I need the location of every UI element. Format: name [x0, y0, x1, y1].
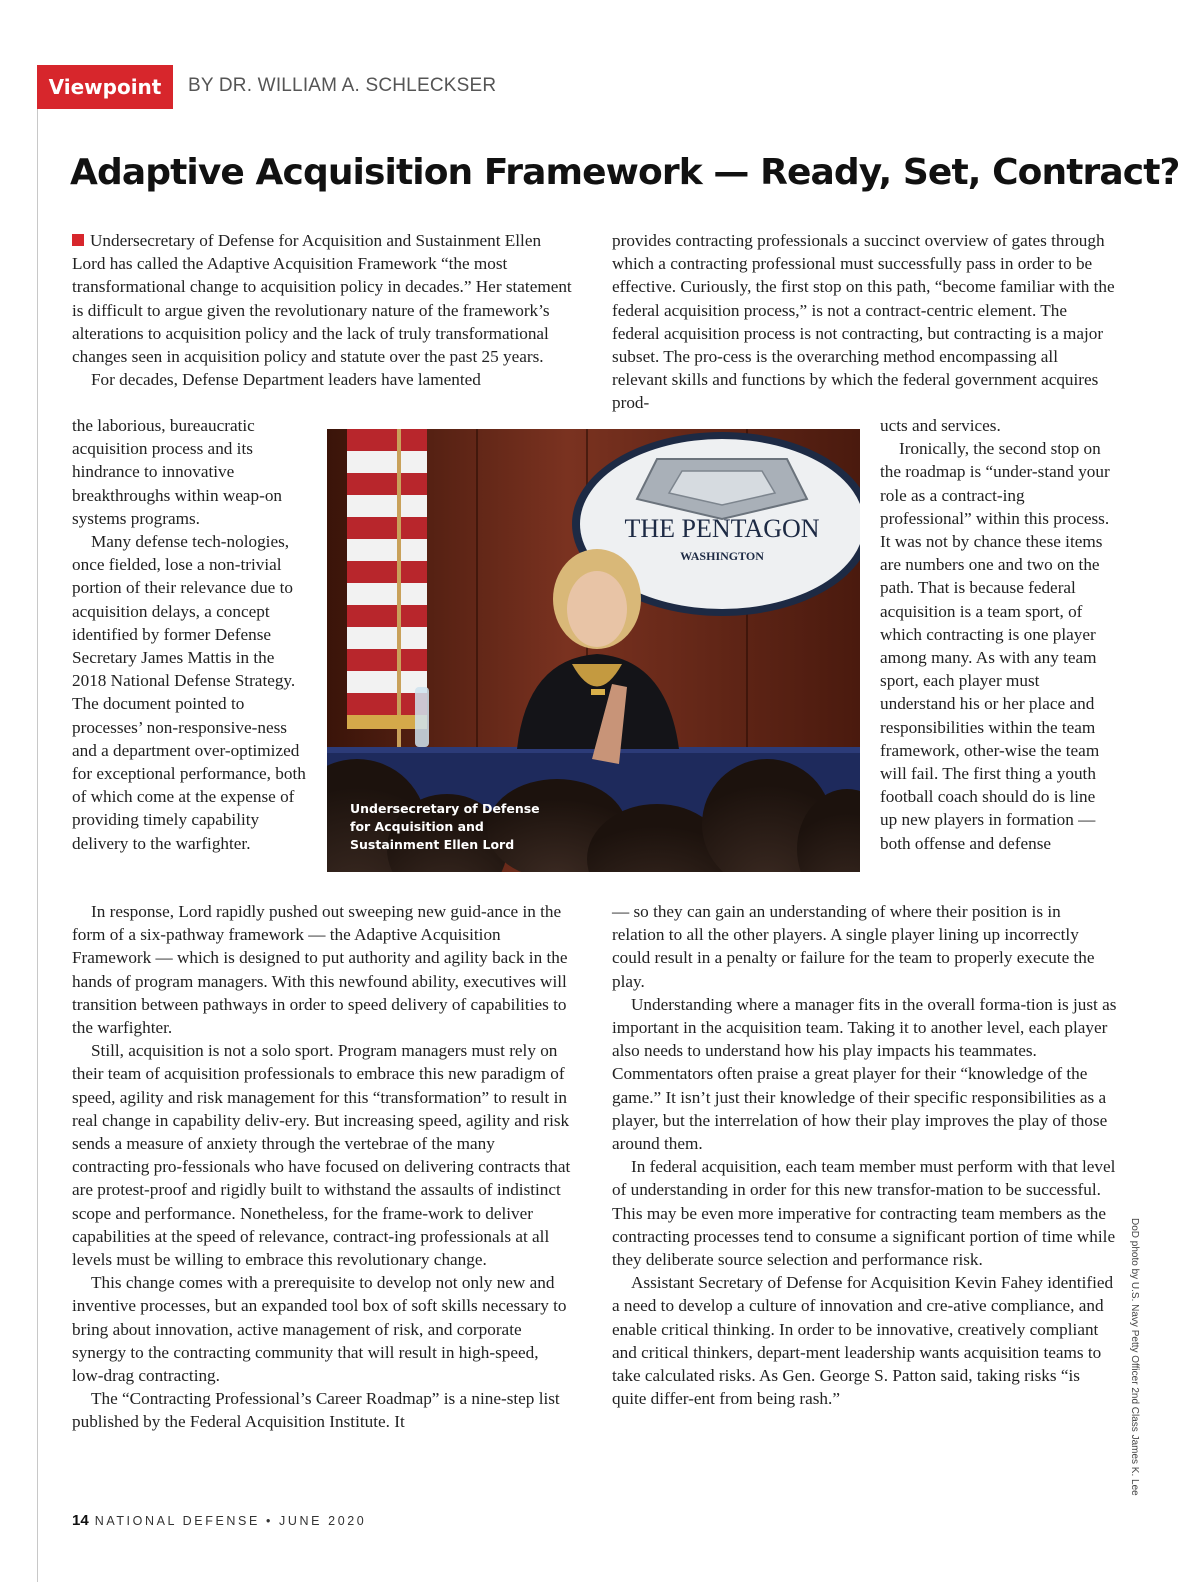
seal-title: THE PENTAGON — [624, 514, 820, 543]
paragraph: In federal acquisition, each team member must perform with that level of understanding in order for this new transfor-mation to be successful. This may be even more imperative for contracting team members as the contracting processes tend to consume a significant portion of time while they deliberate source selection and performance risk. — [612, 1157, 1116, 1270]
paragraph: Assistant Secretary of Defense for Acquisition Kevin Fahey identified a need to develop a culture of innovation and cre-ative compliance, and enable critical thinking. In order to be innovative, creatively compliant and critical thinkers, depart-ment leadership wants acquisition teams to take calculated risks. As Gen. George S. Patton said, taking risks “is quite differ-ent from being rash.” — [612, 1273, 1114, 1409]
seal-subtitle: WASHINGTON — [680, 549, 764, 563]
left-column-bottom — [72, 900, 572, 1434]
paragraph: Understanding where a manager fits in the overall forma-tion is just as important in the acquisition team. Taking it to another level, each player also needs to understand how his play impacts his teammates. Commentators often praise a great player for their “knowledge of the game.” It isn’t just their knowledge of their specific responsibilities as a player, but the interrelation of how their play improves the play of those around them. — [612, 994, 1117, 1154]
byline: BY DR. WILLIAM A. SCHLECKSER — [188, 75, 497, 96]
left-margin-rule — [37, 65, 38, 1582]
page-footer — [72, 1512, 366, 1529]
photo-caption: Undersecretary of Defense for Acquisition and Sustainment Ellen Lord — [350, 801, 540, 852]
right-column-top — [612, 229, 1117, 415]
paragraph: Still, acquisition is not a solo sport. Program managers must rely on their team of acquisition professionals to embrace this new paradigm of speed, agility and risk management for this “transformation” to result in real change in capability deliv-ery. But increasing speed, agility and risk sends a measure of anxiety through the vertebrae of the many contracting pro-fessionals who have focused on delivering contracts that are protest-proof and rigidly built to withstand the assaults of indistinct scope and performance. Nonetheless, for the frame-work to deliver capabilities at the speed of relevance, contract-ing professionals at all levels must be willing to embrace this revolutionary change. — [72, 1041, 571, 1270]
paragraph: In response, Lord rapidly pushed out sweeping new guid-ance in the form of a six-pathway framework — the Adaptive Acquisition Framework — which is designed to put authority and agility back in the hands of program managers. With this newfound ability, executives will transition between pathways in order to speed delivery of capabilities to the warfighter. — [72, 902, 568, 1038]
paragraph: This change comes with a prerequisite to develop not only new and inventive processes, but an expanded tool box of soft skills necessary to bring about innovation, active management of risk, and corporate synergy to the contracting community that will result in high-speed, low-drag contracting. — [72, 1273, 567, 1386]
paragraph: Many defense tech-nologies, once fielded, lose a non-trivial portion of their relevance due to acquisition delays, a concept identified by former Defense Secretary James Mattis in the 2018 National Defense Strategy. The document pointed to processes’ non-responsive-ness and a department over-optimized for exceptional performance, both of which come at the expense of providing timely capability delivery to the warfighter. — [72, 532, 306, 853]
paragraph: provides contracting professionals a succinct overview of gates through which a contracting professional must successfully pass in order to be effective. Curiously, the first stop on this path, “become familiar with the federal acquisition process,” is not a contract-centric element. The federal acquisition process is not contracting, but contracting is a major subset. The pro-cess is the overarching method encompassing all relevant skills and functions by which the federal government acquires prod- — [612, 231, 1115, 413]
photo-credit: DoD photo by U.S. Navy Petty Officer 2nd Class James K. Lee — [1129, 1218, 1140, 1496]
right-column-narrow — [880, 414, 1116, 855]
paragraph: Undersecretary of Defense for Acquisition and Sustainment Ellen Lord has called the Adaptive Acquisition Framework “the most transformational change to acquisition policy in decades.” Her statement is difficult to argue given the revolutionary nature of the framework’s alterations to acquisition policy and the lack of truly transformational changes seen in acquisition policy and statute over the past 25 years. — [72, 231, 572, 367]
page-number: 14 — [72, 1512, 89, 1529]
paragraph: ucts and services. — [880, 416, 1001, 435]
left-column-narrow — [72, 414, 310, 855]
right-column-bottom — [612, 900, 1117, 1410]
article-title: Adaptive Acquisition Framework — Ready, Set, Contract? — [70, 152, 1180, 193]
paragraph: The “Contracting Professional’s Career Roadmap” is a nine-step list published by the Federal Acquisition Institute. It — [72, 1389, 560, 1432]
paragraph: For decades, Defense Department leaders have lamented — [91, 370, 481, 390]
section-badge: Viewpoint — [37, 65, 173, 109]
paragraph-marker — [72, 234, 84, 246]
paragraph: — so they can gain an understanding of where their position is in relation to all the other players. A single player lining up incorrectly could result in a penalty or failure for the team to properly execute the play. — [612, 902, 1095, 991]
publication-line: NATIONAL DEFENSE • JUNE 2020 — [94, 1514, 367, 1528]
left-column-top — [72, 229, 572, 391]
paragraph: Ironically, the second stop on the roadmap is “under-stand your role as a contract-ing professional” within this process. It was not by chance these items are numbers one and two on the path. That is because federal acquisition is a team sport, of which contracting is one player among many. As with any team sport, each player must understand his or her place and responsibilities within the team framework, other-wise the team will fail. The first thing a youth football coach should do is line up new players in formation — both offense and defense — [880, 439, 1110, 853]
paragraph: the laborious, bureaucratic acquisition process and its hindrance to innovative breakthroughs within weap-on systems programs. — [72, 416, 283, 528]
